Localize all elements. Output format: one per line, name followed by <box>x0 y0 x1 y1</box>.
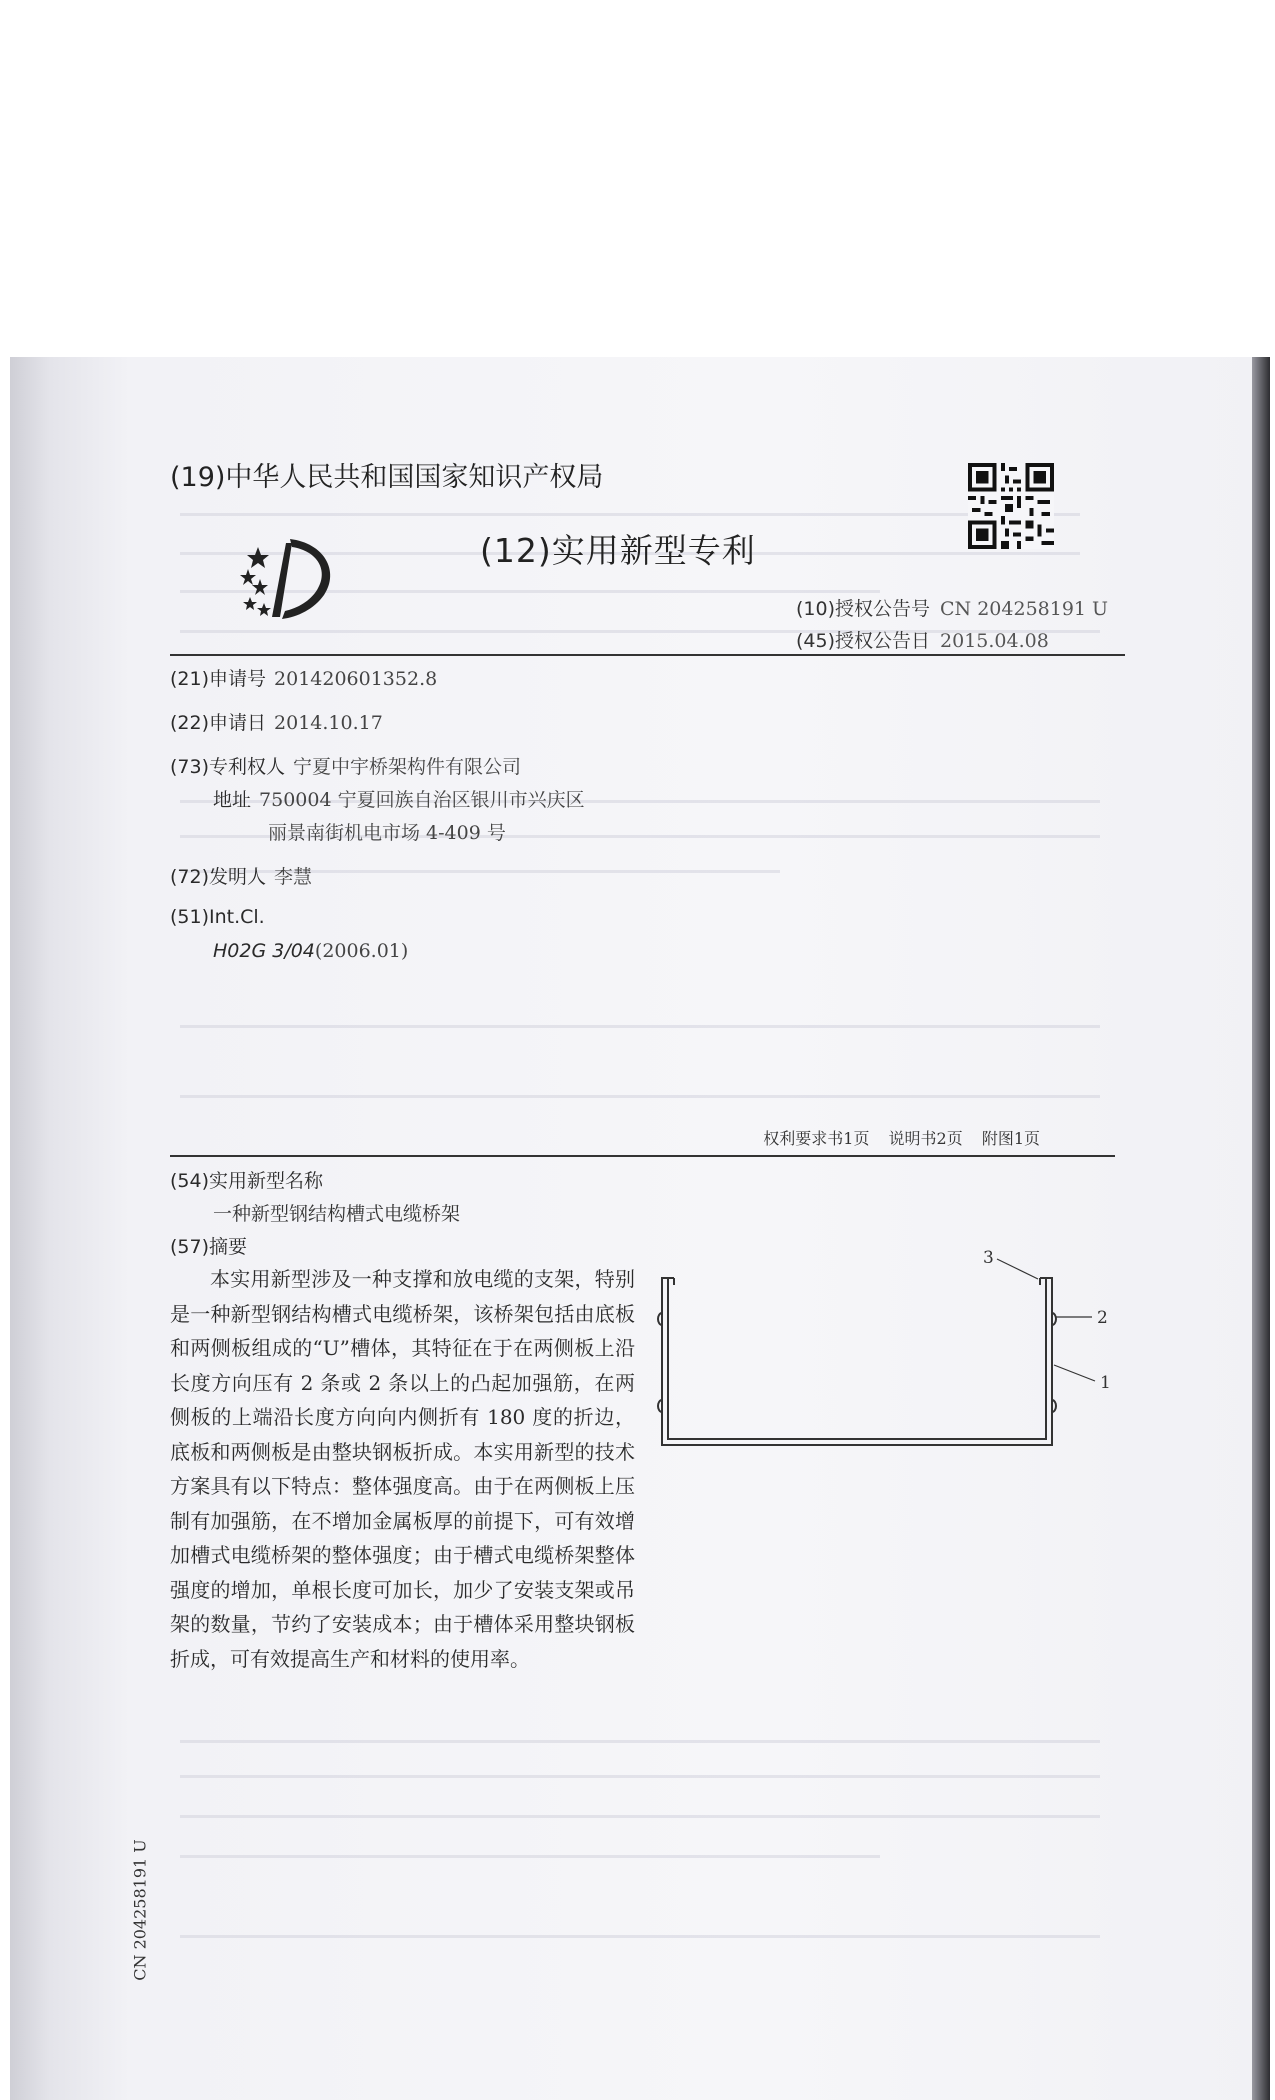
int-cl-code-row <box>213 940 408 962</box>
cnipa-emblem-icon <box>228 525 346 625</box>
bleed-through <box>180 1775 1100 1778</box>
address-label: 地址 <box>213 789 252 811</box>
title-label: (54)实用新型名称 <box>170 1170 324 1192</box>
patentee-row <box>170 752 521 779</box>
application-number-row <box>170 664 437 691</box>
grant-date-label: (45)授权公告日 <box>796 630 931 652</box>
grant-date-row <box>796 626 1049 653</box>
inventor-name: 李慧 <box>274 866 313 888</box>
patentee-name: 宁夏中宇桥架构件有限公司 <box>293 756 522 778</box>
cable-tray-figure <box>650 1245 1130 1485</box>
bleed-through <box>180 1025 1100 1028</box>
application-date: 2014.10.17 <box>274 712 383 734</box>
int-cl-version: (2006.01) <box>314 940 409 962</box>
scan-edge <box>1252 357 1270 2100</box>
inventor-label: (72)发明人 <box>170 866 267 888</box>
bleed-through <box>180 1855 880 1858</box>
address-line-1: 750004 宁夏回族自治区银川市兴庆区 <box>259 789 585 811</box>
abstract-label: (57)摘要 <box>170 1236 248 1258</box>
application-date-row <box>170 708 383 735</box>
side-publication-number: CN 204258191 U <box>130 1839 150 1981</box>
bleed-through <box>180 513 1080 516</box>
int-cl-label: (51)Int.Cl. <box>170 906 265 928</box>
bleed-through <box>180 1815 1100 1818</box>
grant-date: 2015.04.08 <box>940 630 1049 652</box>
tray-outer-outline <box>662 1278 1052 1445</box>
figure-label-3: 3 <box>983 1248 994 1268</box>
section-rule <box>170 1155 1115 1157</box>
tray-inner-outline <box>668 1278 1046 1439</box>
application-date-label: (22)申请日 <box>170 712 267 734</box>
document-type: (12)实用新型专利 <box>480 531 756 570</box>
figure-label-1: 1 <box>1100 1373 1111 1393</box>
qr-code-icon <box>968 463 1054 549</box>
abstract-text: 本实用新型涉及一种支撑和放电缆的支架，特别是一种新型钢结构槽式电缆桥架，该桥架包括由底板和两侧板组成的“U”槽体，其特征在于在两侧板上沿长度方向压有 2 条或 2 条以上的凸起加强筋，在两侧板的上端沿长度方向向内侧折有 180 度的折边，底板和两侧板是由整块钢板折成。本实用新型的技术方案具有以下特点：整体强度高。由于在两侧板上压制有加强筋，在不增加金属板厚的前提下，可有效增加槽式电缆桥架的整体强度；由于槽式电缆桥架整体强度的增加，单根长度可加长，加少了安装支架或吊架的数量，节约了安装成本；由于槽体采用整块钢板折成，可有效提高生产和材料的使用率。 <box>170 1267 635 1671</box>
grant-number: CN 204258191 U <box>940 598 1109 620</box>
figure-label-2: 2 <box>1097 1308 1108 1328</box>
page-counts: 权利要求书1页 说明书2页 附图1页 <box>763 1129 1040 1148</box>
int-cl-row <box>170 906 265 928</box>
utility-model-title: 一种新型钢结构槽式电缆桥架 <box>213 1203 461 1225</box>
patentee-label: (73)专利权人 <box>170 756 286 778</box>
application-number: 201420601352.8 <box>274 668 438 690</box>
header-rule <box>170 654 1125 656</box>
grant-number-row <box>796 594 1108 621</box>
issuing-office: (19)中华人民共和国国家知识产权局 <box>170 462 604 493</box>
grant-number-label: (10)授权公告号 <box>796 598 931 620</box>
int-cl-code: H02G 3/04 <box>213 940 315 962</box>
address-line-2: 丽景南街机电市场 4-409 号 <box>268 822 506 844</box>
address-row <box>213 785 585 812</box>
bleed-through <box>180 1935 1100 1938</box>
application-number-label: (21)申请号 <box>170 668 267 690</box>
bleed-through <box>180 1740 1100 1743</box>
bleed-through <box>180 1095 1100 1098</box>
inventor-row <box>170 862 312 889</box>
address-line-2-row <box>268 818 506 845</box>
leader-1 <box>1054 1365 1095 1381</box>
leader-3 <box>997 1259 1038 1279</box>
